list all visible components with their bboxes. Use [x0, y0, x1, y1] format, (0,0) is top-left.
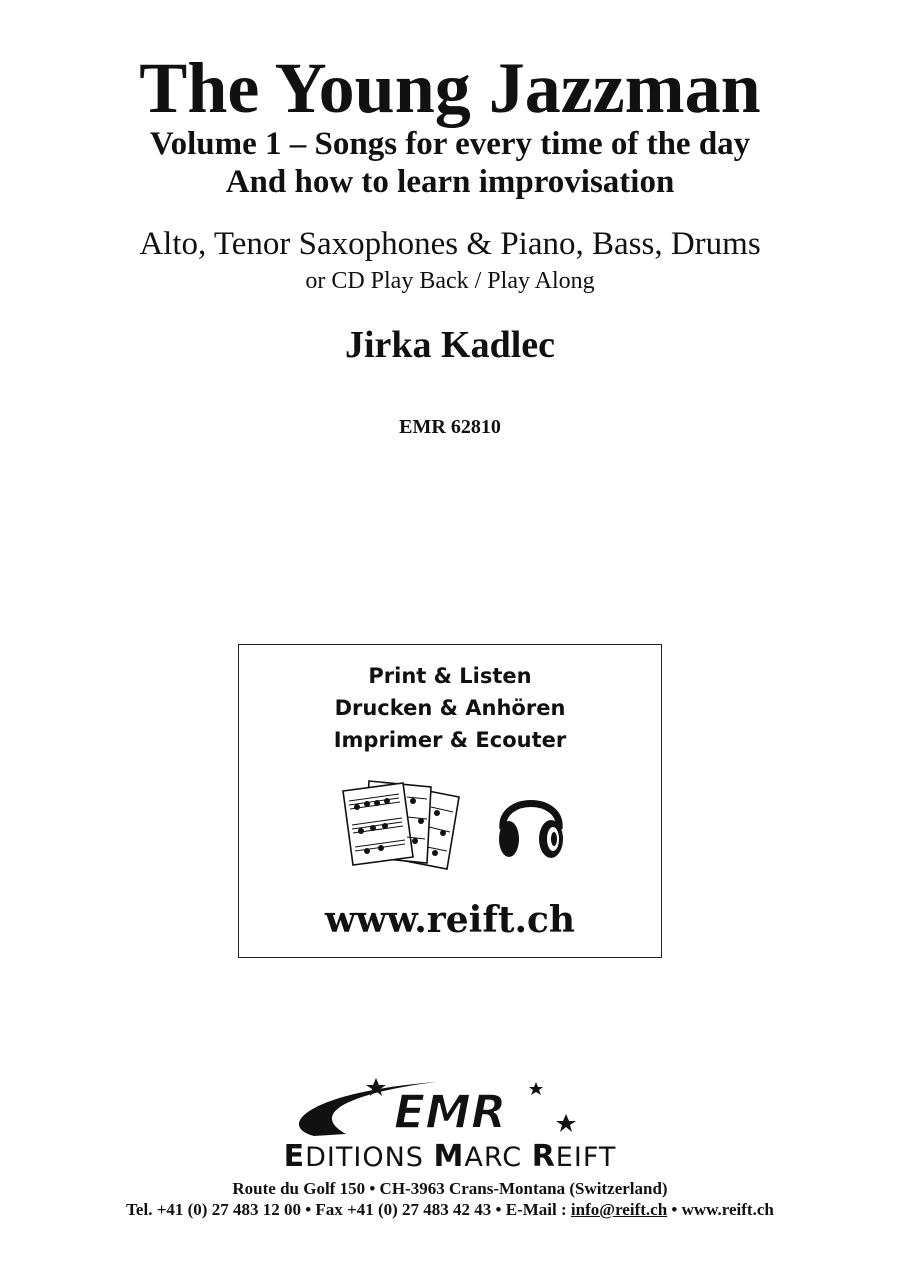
subtitle-volume: Volume 1 – Songs for every time of the day [149, 126, 751, 162]
score-title: The Young Jazzman [139, 48, 761, 128]
promo-line-english: Print & Listen [368, 664, 532, 688]
print-listen-box [238, 644, 662, 958]
promo-url: www.reift.ch [324, 899, 576, 941]
emr-logo [236, 1076, 666, 1142]
promo-line-french: Imprimer & Ecouter [333, 728, 567, 752]
publisher-address: Route du Golf 150 • CH-3963 Crans-Montana (Switzerland) [232, 1179, 668, 1198]
instrumentation: Alto, Tenor Saxophones & Piano, Bass, Drums [139, 226, 761, 262]
emr-logo-mark: EMR [393, 1085, 507, 1139]
publisher-name: EDITIONS MARC REIFT [283, 1139, 617, 1174]
promo-line-german: Drucken & Anhören [334, 696, 566, 720]
cd-playback-note: or CD Play Back / Play Along [305, 268, 595, 294]
subtitle-improvisation: And how to learn improvisation [225, 164, 675, 200]
headphones-icon [495, 785, 567, 863]
composer-name: Jirka Kadlec [344, 324, 556, 366]
email-link[interactable]: info@reift.ch [570, 1200, 668, 1219]
sheet-music-icon [337, 777, 467, 873]
publisher-contact: Tel. +41 (0) 27 483 12 00 • Fax +41 (0) 27 483 42 43 • E-Mail : info@reift.ch • www.reift.ch [126, 1200, 774, 1219]
catalog-number: EMR 62810 [399, 416, 501, 438]
